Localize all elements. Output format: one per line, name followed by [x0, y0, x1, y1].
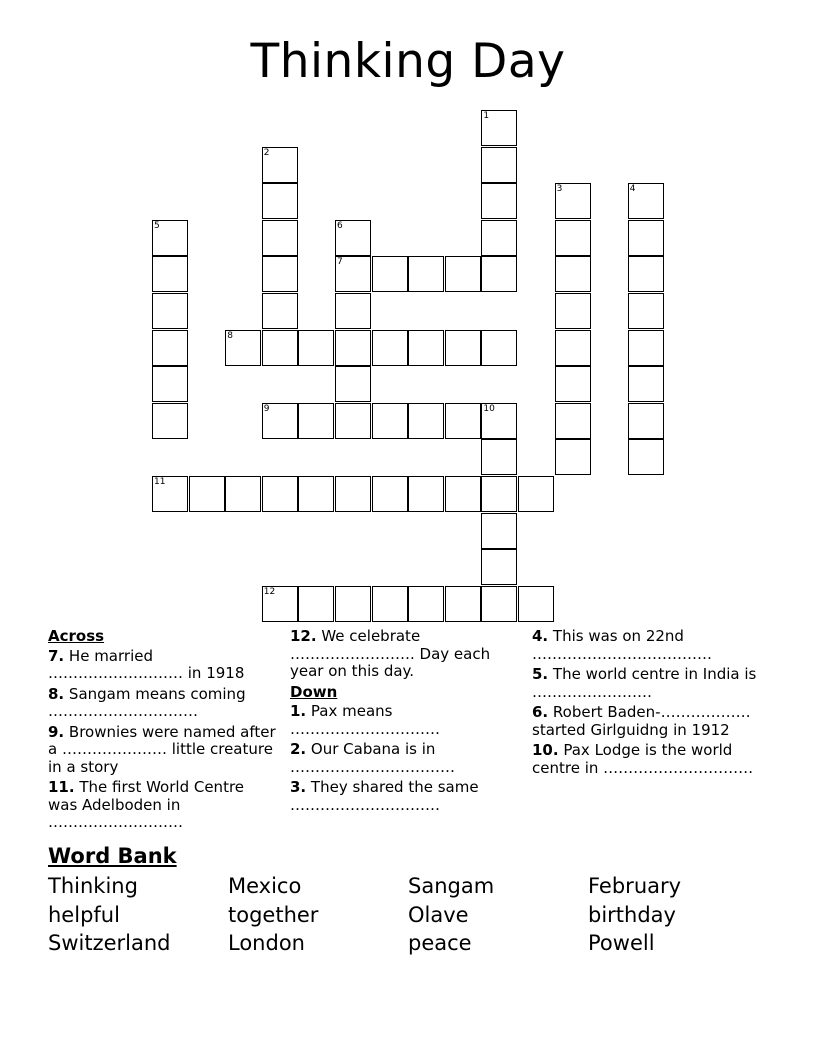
grid-cell[interactable]	[298, 476, 334, 512]
grid-cell[interactable]	[555, 183, 591, 219]
clue-6-down: 6. Robert Baden-……………… started Girlguidng in 1912	[532, 703, 751, 739]
grid-cell[interactable]	[445, 403, 481, 439]
grid-cell[interactable]	[335, 330, 371, 366]
grid-cell[interactable]	[152, 366, 188, 402]
grid-cell[interactable]	[225, 476, 261, 512]
grid-cell[interactable]	[262, 330, 298, 366]
grid-cell[interactable]	[262, 256, 298, 292]
clue-number: 8	[227, 330, 233, 341]
clue-3-down: 3. They shared the same …………………………	[290, 778, 479, 814]
clue-11-across: 11. The first World Centre was Adelboden in ………………………	[48, 778, 245, 831]
grid-cell[interactable]	[372, 403, 408, 439]
word-bank-word: Olave	[408, 902, 469, 927]
grid-cell[interactable]	[555, 256, 591, 292]
grid-cell[interactable]	[518, 476, 554, 512]
clue-number: 5	[154, 220, 160, 231]
grid-cell[interactable]	[335, 256, 371, 292]
across-heading: Across	[48, 627, 105, 645]
grid-cell[interactable]	[262, 476, 298, 512]
grid-cell[interactable]	[481, 183, 517, 219]
grid-cell[interactable]	[372, 586, 408, 622]
clue-8-across: 8. Sangam means coming …………………………	[48, 684, 246, 720]
word-bank-word: birthday	[588, 902, 676, 927]
grid-cell[interactable]	[518, 586, 554, 622]
grid-cell[interactable]	[445, 586, 481, 622]
grid-cell[interactable]	[298, 403, 334, 439]
grid-cell[interactable]	[335, 293, 371, 329]
word-bank-word: Sangam	[408, 874, 495, 898]
clue-9-across: 9. Brownies were named after a ………………… little creature in a story	[48, 722, 276, 776]
grid-cell[interactable]	[481, 439, 517, 475]
grid-cell[interactable]	[628, 330, 664, 366]
grid-cell[interactable]	[555, 439, 591, 475]
clue-number: 6	[337, 220, 343, 231]
page-title: Thinking Day	[250, 34, 566, 89]
grid-cell[interactable]	[335, 366, 371, 402]
grid-cell[interactable]	[152, 256, 188, 292]
word-bank-word: Mexico	[228, 874, 302, 898]
grid-cell[interactable]	[628, 293, 664, 329]
clue-number: 11	[154, 477, 166, 487]
middle-clues	[290, 628, 522, 817]
clue-number: 7	[337, 257, 343, 268]
grid-cell[interactable]	[372, 476, 408, 512]
grid-cell[interactable]	[408, 403, 444, 439]
grid-cell[interactable]	[481, 330, 517, 366]
grid-cell[interactable]	[481, 256, 517, 292]
grid-cell[interactable]	[225, 330, 261, 366]
grid-cell[interactable]	[481, 586, 517, 622]
word-bank-word: Thinking	[48, 874, 138, 898]
grid-cell[interactable]	[555, 293, 591, 329]
word-bank-word: Powell	[588, 931, 655, 955]
grid-cell[interactable]	[481, 220, 517, 256]
grid-cell[interactable]	[481, 476, 517, 512]
grid-cell[interactable]	[628, 256, 664, 292]
grid-cell[interactable]	[262, 220, 298, 256]
grid-cell[interactable]	[408, 586, 444, 622]
clue-1-down: 1. Pax means …………………………	[290, 702, 440, 738]
clue-2-down: 2. Our Cabana is in ……………………………	[290, 740, 455, 776]
grid-cell[interactable]	[628, 183, 664, 219]
grid-cell[interactable]	[445, 330, 481, 366]
clue-10-down: 10. Pax Lodge is the world centre in …………………………	[532, 741, 754, 777]
grid-cell[interactable]	[335, 220, 371, 256]
word-bank-word: peace	[408, 931, 472, 955]
right-clues	[532, 628, 772, 780]
grid-cell[interactable]	[152, 220, 188, 256]
clue-number: 2	[263, 147, 270, 158]
grid-cell[interactable]	[555, 403, 591, 439]
grid-cell[interactable]	[335, 403, 371, 439]
grid-cell[interactable]	[481, 403, 517, 439]
grid-cell[interactable]	[262, 147, 298, 183]
grid-cell[interactable]	[262, 183, 298, 219]
grid-cell[interactable]	[628, 403, 664, 439]
grid-cell[interactable]	[481, 513, 517, 549]
clue-number: 9	[263, 403, 270, 414]
word-bank-title: Word Bank	[48, 844, 177, 868]
clue-7-across: 7. He married ……………………… in 1918	[48, 646, 245, 682]
grid-cell[interactable]	[335, 586, 371, 622]
grid-cell[interactable]	[481, 549, 517, 585]
grid-cell[interactable]	[628, 366, 664, 402]
clue-12-across: 12. We celebrate ……………………. Day each year on this day.	[290, 627, 491, 680]
grid-cell[interactable]	[481, 147, 517, 183]
grid-cell[interactable]	[408, 330, 444, 366]
grid-cell[interactable]	[152, 330, 188, 366]
clue-5-down: 5. The world centre in India is ……………………	[532, 665, 757, 701]
down-heading: Down	[290, 682, 338, 701]
grid-cell[interactable]	[335, 476, 371, 512]
word-bank-word: Switzerland	[48, 931, 171, 955]
grid-cell[interactable]	[262, 586, 298, 622]
grid-cell[interactable]	[262, 293, 298, 329]
grid-cell[interactable]	[408, 256, 444, 292]
word-bank-word: helpful	[48, 902, 120, 927]
clue-number: 1	[483, 111, 490, 121]
grid-cell[interactable]	[555, 366, 591, 402]
word-bank-word: together	[228, 902, 319, 927]
grid-cell[interactable]	[372, 330, 408, 366]
grid-cell[interactable]	[372, 256, 408, 292]
clue-4-down: 4. This was on 22nd ………………………………	[532, 627, 712, 663]
grid-cell[interactable]	[262, 403, 298, 439]
grid-cell[interactable]	[445, 256, 481, 292]
grid-cell[interactable]	[152, 403, 188, 439]
grid-cell[interactable]	[628, 439, 664, 475]
grid-cell[interactable]	[189, 476, 225, 512]
grid-cell[interactable]	[555, 330, 591, 366]
grid-cell[interactable]	[152, 476, 188, 512]
grid-cell[interactable]	[445, 476, 481, 512]
across-clues	[48, 628, 276, 835]
grid-cell[interactable]	[298, 586, 334, 622]
clue-number: 4	[629, 184, 636, 195]
word-bank-word: London	[228, 931, 305, 955]
grid-cell[interactable]	[298, 330, 334, 366]
word-bank-word: February	[588, 874, 682, 898]
grid-cell[interactable]	[408, 476, 444, 512]
clue-number: 3	[556, 184, 563, 195]
grid-cell[interactable]	[152, 293, 188, 329]
grid-cell[interactable]	[481, 110, 517, 146]
clue-number: 10	[483, 403, 495, 414]
grid-cell[interactable]	[555, 220, 591, 256]
clue-number: 12	[263, 586, 276, 597]
grid-cell[interactable]	[628, 220, 664, 256]
